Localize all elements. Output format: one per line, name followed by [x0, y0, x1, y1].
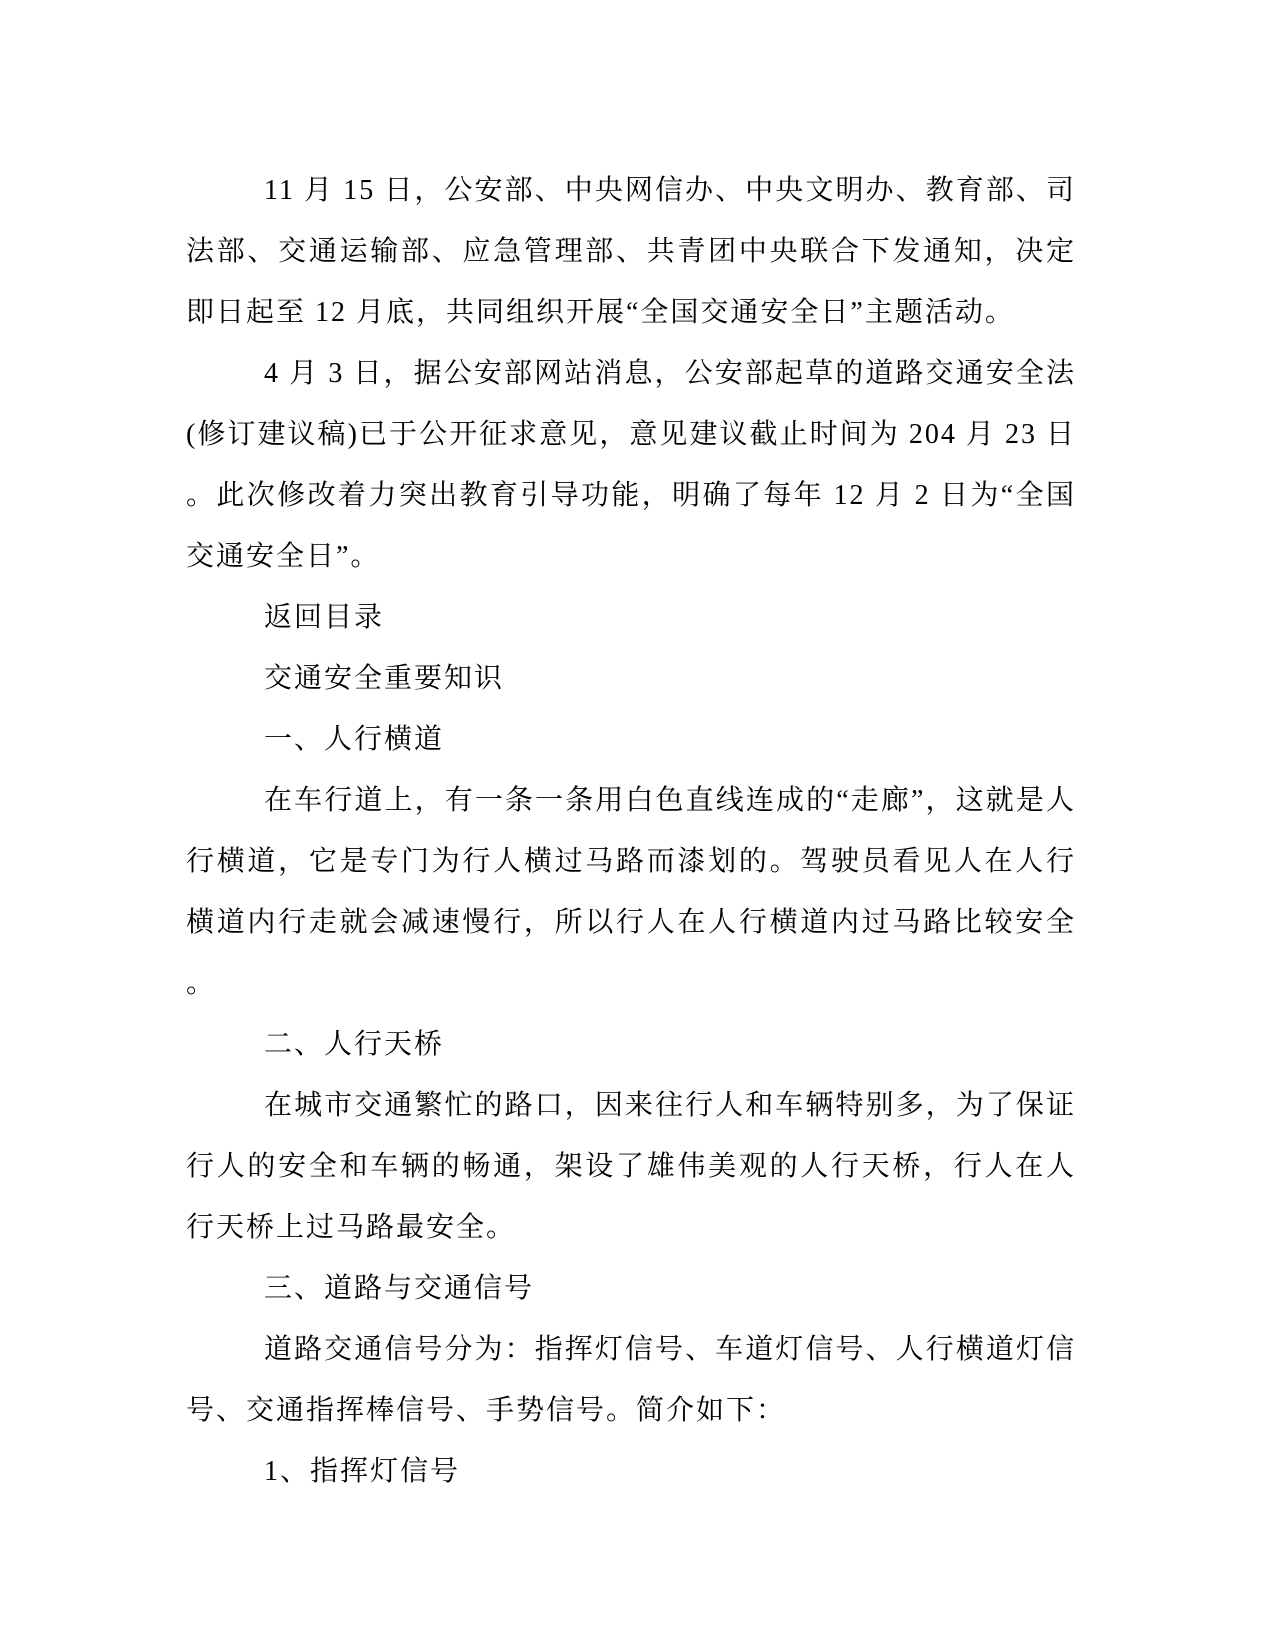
- paragraph-signal-categories: 道路交通信号分为：指挥灯信号、车道灯信号、人行横道灯信号、交通指挥棒信号、手势信号。简介如下：: [186, 1334, 1076, 1426]
- heading-section-2-pedestrian-bridge: 二、人行天桥: [264, 1029, 445, 1060]
- paragraph-pedestrian-bridge-description: 在城市交通繁忙的路口，因来往行人和车辆特别多，为了保证行人的安全和车辆的畅通，架设了雄伟美观的人行天桥，行人在人行天桥上过马路最安全。: [186, 1090, 1076, 1243]
- heading-item-1-command-light-signal: 1、指挥灯信号: [264, 1456, 461, 1487]
- link-return-to-toc: 返回目录: [264, 602, 385, 633]
- heading-section-1-crosswalk: 一、人行横道: [264, 724, 445, 755]
- heading-section-3-road-traffic-signals: 三、道路与交通信号: [264, 1273, 535, 1304]
- paragraph-joint-notice: 11 月 15 日，公安部、中央网信办、中央文明办、教育部、司法部、交通运输部、应急管理部、共青团中央联合下发通知，决定即日起至 12 月底，共同组织开展“全国交通安全日”主题活动。: [186, 175, 1076, 328]
- paragraph-law-revision-draft: 4 月 3 日，据公安部网站消息，公安部起草的道路交通安全法(修订建议稿)已于公开征求意见，意见建议截止时间为 204 月 23 日。此次修改着力突出教育引导功能，明确了每年 12 月 2 日为“全国交通安全日”。: [186, 358, 1076, 572]
- paragraph-crosswalk-description: 在车行道上，有一条一条用白色直线连成的“走廊”，这就是人行横道，它是专门为行人横过马路而漆划的。驾驶员看见人在人行横道内行走就会减速慢行，所以行人在人行横道内过马路比较安全。: [186, 785, 1076, 999]
- heading-traffic-safety-knowledge: 交通安全重要知识: [264, 663, 505, 694]
- document-content: [186, 160, 1076, 1502]
